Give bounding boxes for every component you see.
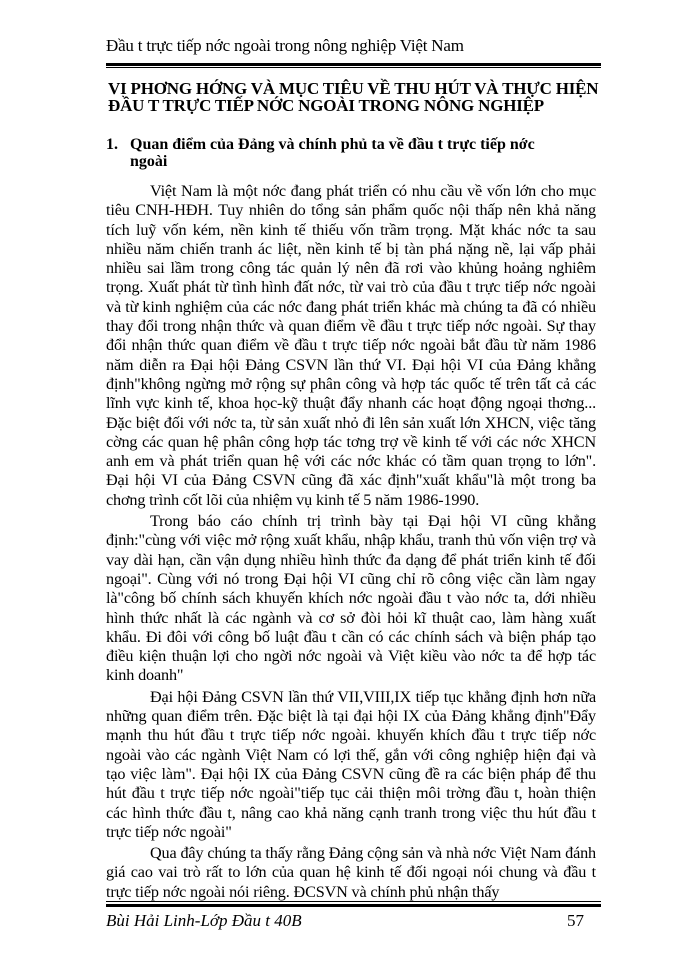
- footer-author: Bùi Hải Linh-Lớp Đầu t 40B: [106, 911, 302, 930]
- section-title: VI PHƠNG HỚNG VÀ MỤC TIÊU VỀ THU HÚT VÀ THỰC HIỆN ĐẦU T TRỰC TIẾP NỚC NGOÀI TRONG NÔNG NGHIỆP: [108, 79, 599, 115]
- subsection-title: [106, 136, 596, 170]
- paragraph-4: Qua đây chúng ta thấy rằng Đảng cộng sản và nhà nớc Việt Nam đánh giá cao vai trò rất to lớn của quan hệ kinh tế đối ngoại nói chung và đầu t trực tiếp nớc ngoài nói riêng. ĐCSVN và chính phủ nhận thấy: [106, 844, 596, 901]
- subsection-title-line2: ngoài: [130, 153, 168, 170]
- paragraph-1: Việt Nam là một nớc đang phát triển có nhu cầu về vốn lớn cho mục tiêu CNH-HĐH. Tuy nhiên do tổng sản phẩm quốc nội thấp nên khả năng tích luỹ vốn kém, nền kinh tế thiếu vốn trầm trọng. Mặt khác nớc ta sau nhiều năm chiến tranh ác liệt, nền kinh tế bị tàn phá nặng nề, lại vấp phải nhiều sai lầm trong công tác quản lý nên đã rơi vào khủng hoảng nghiêm trọng. Xuất phát từ tình hình đất nớc, từ vai trò của đầu t trực tiếp nớc ngoài và từ kinh nghiệm của các nớc đang phát triển khác mà chúng ta đã có nhiều thay đổi trong nhận thức và quan điểm về đầu t trực tiếp nớc ngoài. Sự thay đổi nhận thức quan điểm về đầu t trực tiếp nớc ngoài bắt đầu từ năm 1986 năm diễn ra Đại hội Đảng CSVN lần thứ VI. Đại hội VI của Đảng khẳng định"không ngừng mở rộng sự phân công và hợp tác quốc tế trên tất cả các lĩnh vực kinh tế, khoa học-kỹ thuật đẩy nhanh các hoạt động ngoại thơng... Đặc biệt đối với nớc ta, từ sản xuất nhỏ đi lên sản xuất lớn XHCN, việc tăng cờng các quan hệ phân công hợp tác tơng trợ về kinh tế với các nớc XHCN anh em và phát triển quan hệ với các nớc khác có tầm quan trọng to lớn". Đại hội VI của Đảng CSVN cũng đã xác định"xuất khẩu"là một trong ba chơng trình cốt lõi của nhiệm vụ kinh tế 5 năm 1986-1990.: [106, 182, 596, 509]
- paragraph-2: Trong báo cáo chính trị trình bày tại Đại hội VI cũng khẳng định:"cùng với việc mở rộng xuất khẩu, nhập khẩu, tranh thủ vốn viện trợ và vay dài hạn, cần vận dụng nhiều hình thức đa dạng để phát triển kinh tế đối ngoại". Cùng với nó trong Đại hội VI cũng chỉ rõ công việc cần làm ngay là"công bố chính sách khuyến khích nớc ngoài đầu t vào nớc ta, dới nhiều hình thức nhất là các ngành và cơ sở đòi hỏi kĩ thuật cao, làm hàng xuất khẩu. Đi đôi với công bố luật đầu t cần có các chính sách và biện pháp tạo điều kiện thuận lợi cho ngời nớc ngoài và Việt kiều vào nớc ta để hợp tác kinh doanh": [106, 512, 596, 685]
- paragraph-3: Đại hội Đảng CSVN lần thứ VII,VIII,IX tiếp tục khẳng định hơn nữa những quan điểm trên. Đặc biệt là tại đại hội IX của Đảng khẳng định"Đẩy mạnh thu hút đầu t trực tiếp nớc ngoài. khuyến khích đầu t trực tiếp nớc ngoài vào các ngành Việt Nam có lợi thế, gắn với công nghiệp hiện đại và tạo việc làm". Đại hội IX của Đảng CSVN cũng đề ra các biện pháp để thu hút đầu t trực tiếp nớc ngoài"tiếp tục cải thiện môi trờng đầu t, hoàn thiện các hình thức đầu t, nâng cao khả năng cạnh tranh trong việc thu hút đầu t trực tiếp nớc ngoài": [106, 687, 596, 841]
- footer-rule-thick: [106, 904, 601, 907]
- subsection-title-line1: Quan điểm của Đảng và chính phủ ta về đầu t trực tiếp nớc: [130, 136, 535, 153]
- header-rule-thin: [106, 67, 601, 68]
- page-number: 57: [567, 911, 584, 930]
- subsection-number: 1.: [106, 136, 118, 153]
- header-rule-thick: [106, 63, 601, 66]
- running-header: Đầu t trực tiếp nớc ngoài trong nông nghiệp Việt Nam: [106, 36, 464, 55]
- footer-rule-thin: [106, 901, 601, 902]
- body-text: [106, 182, 596, 904]
